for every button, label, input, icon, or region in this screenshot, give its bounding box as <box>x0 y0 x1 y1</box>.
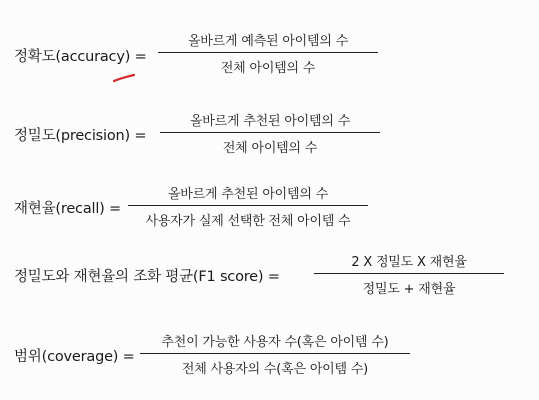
red-underline-annotation <box>113 72 135 84</box>
denominator: 전체 아이템의 수 <box>222 141 318 156</box>
numerator: 올바르게 추천된 아이템의 수 <box>189 114 351 129</box>
formula-label: 범위(coverage) = <box>14 349 135 365</box>
denominator: 정밀도 + 재현율 <box>362 282 456 297</box>
formula-label: 정확도(accuracy) = <box>14 49 147 65</box>
numerator: 올바르게 추천된 아이템의 수 <box>167 187 329 202</box>
denominator: 사용자가 실제 선택한 전체 아이템 수 <box>145 214 351 229</box>
fraction-bar <box>158 52 378 53</box>
fraction-bar <box>160 132 380 133</box>
denominator: 전체 사용자의 수(혹은 아이템 수) <box>181 362 369 377</box>
fraction-bar <box>140 353 410 354</box>
formula-label: 재현율(recall) = <box>14 201 121 217</box>
numerator: 추천이 가능한 사용자 수(혹은 아이템 수) <box>161 335 389 350</box>
denominator: 전체 아이템의 수 <box>220 61 316 76</box>
fraction <box>140 331 410 379</box>
fraction <box>160 110 380 158</box>
fraction-bar <box>314 273 504 274</box>
fraction <box>158 30 378 78</box>
numerator: 올바르게 예측된 아이템의 수 <box>187 34 349 49</box>
formula-label: 정밀도(precision) = <box>14 128 147 144</box>
numerator: 2 X 정밀도 X 재현율 <box>351 255 467 270</box>
fraction-bar <box>128 205 368 206</box>
formula-label: 정밀도와 재현율의 조화 평균(F1 score) = <box>14 269 280 285</box>
fraction <box>128 183 368 231</box>
fraction <box>314 251 504 299</box>
